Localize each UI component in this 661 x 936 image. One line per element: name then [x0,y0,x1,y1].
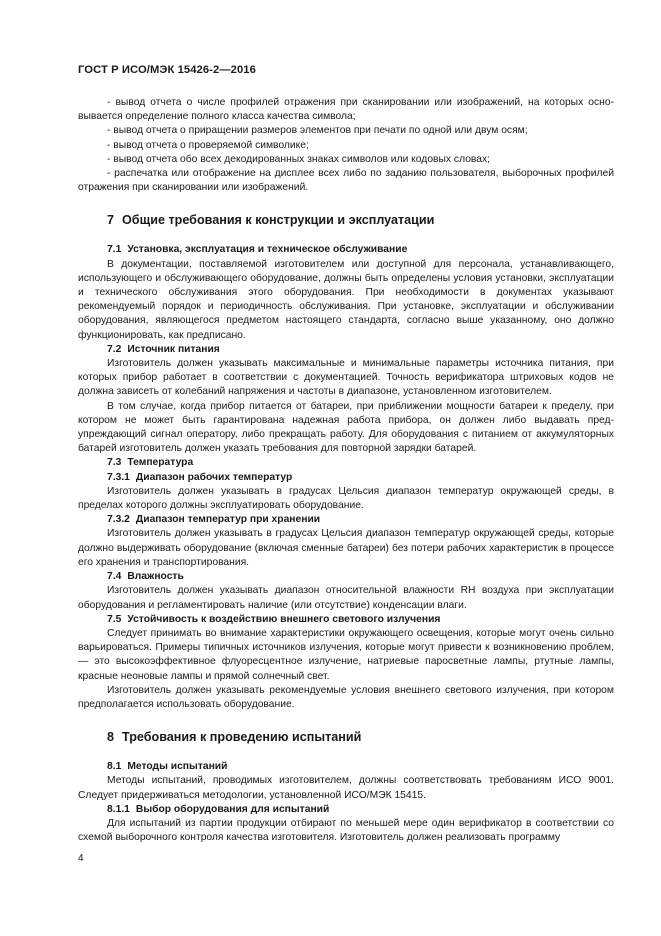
subsection-7-4-heading [78,570,614,584]
subsection-number: 8.1 [107,761,122,773]
subsection-number: 7.2 [107,343,122,355]
subsection-title: Влажность [127,571,184,583]
subsection-title: Температура [127,457,194,469]
document-header: ГОСТ Р ИСО/МЭК 15426-2—2016 [78,64,256,76]
document-body [78,96,614,845]
section-number: 8 [107,730,115,745]
subsection-7-2-heading [78,343,614,357]
subsection-number: 7.3.2 [107,514,130,526]
paragraph: В том случае, когда прибор питается от батареи, при приближении мощности батареи к пределу, при котором не может быть гарантирована надежная работа прибора, он должен либо выдавать предупреждающий сигнал оператору, либо прекращать работу. Для оборудования с питанием от аккумуляторных батарей изготовитель должен указать требования для повторной зарядки батарей. [78,400,614,455]
subsection-7-1-heading [78,243,614,257]
subsection-title: Диапазон температур при хранении [135,514,321,526]
subsection-8-1-1-heading [78,803,614,817]
paragraph: Методы испытаний, проводимых изготовителем, должны соответствовать требованиям ИСО 9001. Следует придерживаться методологии, установленной ИСО/МЭК 15415. [78,775,614,801]
section-8-heading [78,729,614,745]
paragraph: Следует принимать во внимание характеристики окружающего освещения, которые могут очень сильно варьироваться. Примеры типичных источников излучения, которые могут привести к возникновению проблем, — это высокоэффективное флуоресцентное излучение, натриевые паросветные лампы, ртутные лампы, красные неоновые лампы и прямой солнечный свет. [78,627,614,682]
subsection-title: Выбор оборудования для испытаний [135,803,330,815]
paragraph: Изготовитель должен указывать в градусах Цельсия диапазон температур окружающей среды, в пределах которого должны эксплуатировать оборудование. [78,485,614,512]
subsection-title: Установка, эксплуатация и техническое обслуживание [127,244,408,256]
list-item: - вывод отчета обо всех декодированных знаках символов или кодовых словах; [107,153,491,165]
subsection-number: 8.1.1 [107,803,130,815]
subsection-7-3-1-heading [78,471,614,485]
list-item: - вывод отчета о приращении размеров элементов при печати по одной или двум осям; [107,125,528,137]
subsection-title: Методы испытаний [127,761,228,773]
subsection-title: Устойчивость к воздействию внешнего светового излучения [127,613,441,625]
page-number: 4 [78,853,84,864]
paragraph: Изготовитель должен указывать максимальные и минимальные параметры источника питания, при которых прибор работает в соответствии с документацией. Точность верификатора штриховых кодов не должна зависеть от колебаний напряжения и частоты в диапазоне, установленном изготовителем. [78,358,614,398]
paragraph: В документации, поставляемой изготовителем или доступной для персонала, устанавливающего, использующего и обслуживающего оборудование, должны быть определены условия установки, эксплуатации и технического обслуживания этого оборудования. При необходимости в документах указывают рекомендуемый порядок и периодичность обслуживания. При установке, эксплуатации и обслуживании оборудования, являющегося предметом настоящего стандарта, согласно выше указанному, оно должно функционировать, как предписано. [78,258,614,341]
subsection-7-5-heading [78,613,614,627]
subsection-number: 7.3.1 [107,471,130,483]
paragraph: Изготовитель должен указывать диапазон относительной влажности RH воздуха при эксплуатации оборудования и регламентировать наличие (или отсутствие) конденсации влаги. [78,585,614,611]
paragraph: Изготовитель должен указывать рекомендуемые условия внешнего светового излучения, при котором предполагается использовать оборудование. [78,684,614,710]
list-item: - вывод отчета о проверяемой символике; [107,139,309,151]
section-7-heading [78,212,614,228]
subsection-title: Источник питания [127,343,220,355]
subsection-number: 7.3 [107,457,122,469]
subsection-title: Диапазон рабочих температур [135,471,293,483]
paragraph: Изготовитель должен указывать в градусах Цельсия диапазон температур окружающей среды, которые должно выдерживать оборудование (включая сменные батареи) без потери рабочих характеристик в процессе его хранения и транспортирования. [78,528,614,568]
subsection-number: 7.1 [107,244,122,256]
list-item: - распечатка или отображение на дисплее всех либо по заданию пользователя, выборочных профилей отражения при сканировании или изображений. [78,168,614,194]
section-title: Общие требования к конструкции и эксплуатации [122,213,435,228]
subsection-number: 7.5 [107,613,122,625]
subsection-7-3-heading [78,456,614,470]
subsection-number: 7.4 [107,571,122,583]
subsection-7-3-2-heading [78,513,614,527]
paragraph: Для испытаний из партии продукции отбирают по меньшей мере один верификатор в соответствии со схемой выборочного контроля качества изготовителя. Изготовитель должен реализовать программу [78,817,614,844]
subsection-8-1-heading [78,760,614,774]
section-title: Требования к проведению испытаний [122,730,362,745]
list-item: - вывод отчета о числе профилей отражения при сканировании или изображений, на которых основывается определение полного класса качества символа; [78,97,614,123]
section-number: 7 [107,213,115,228]
